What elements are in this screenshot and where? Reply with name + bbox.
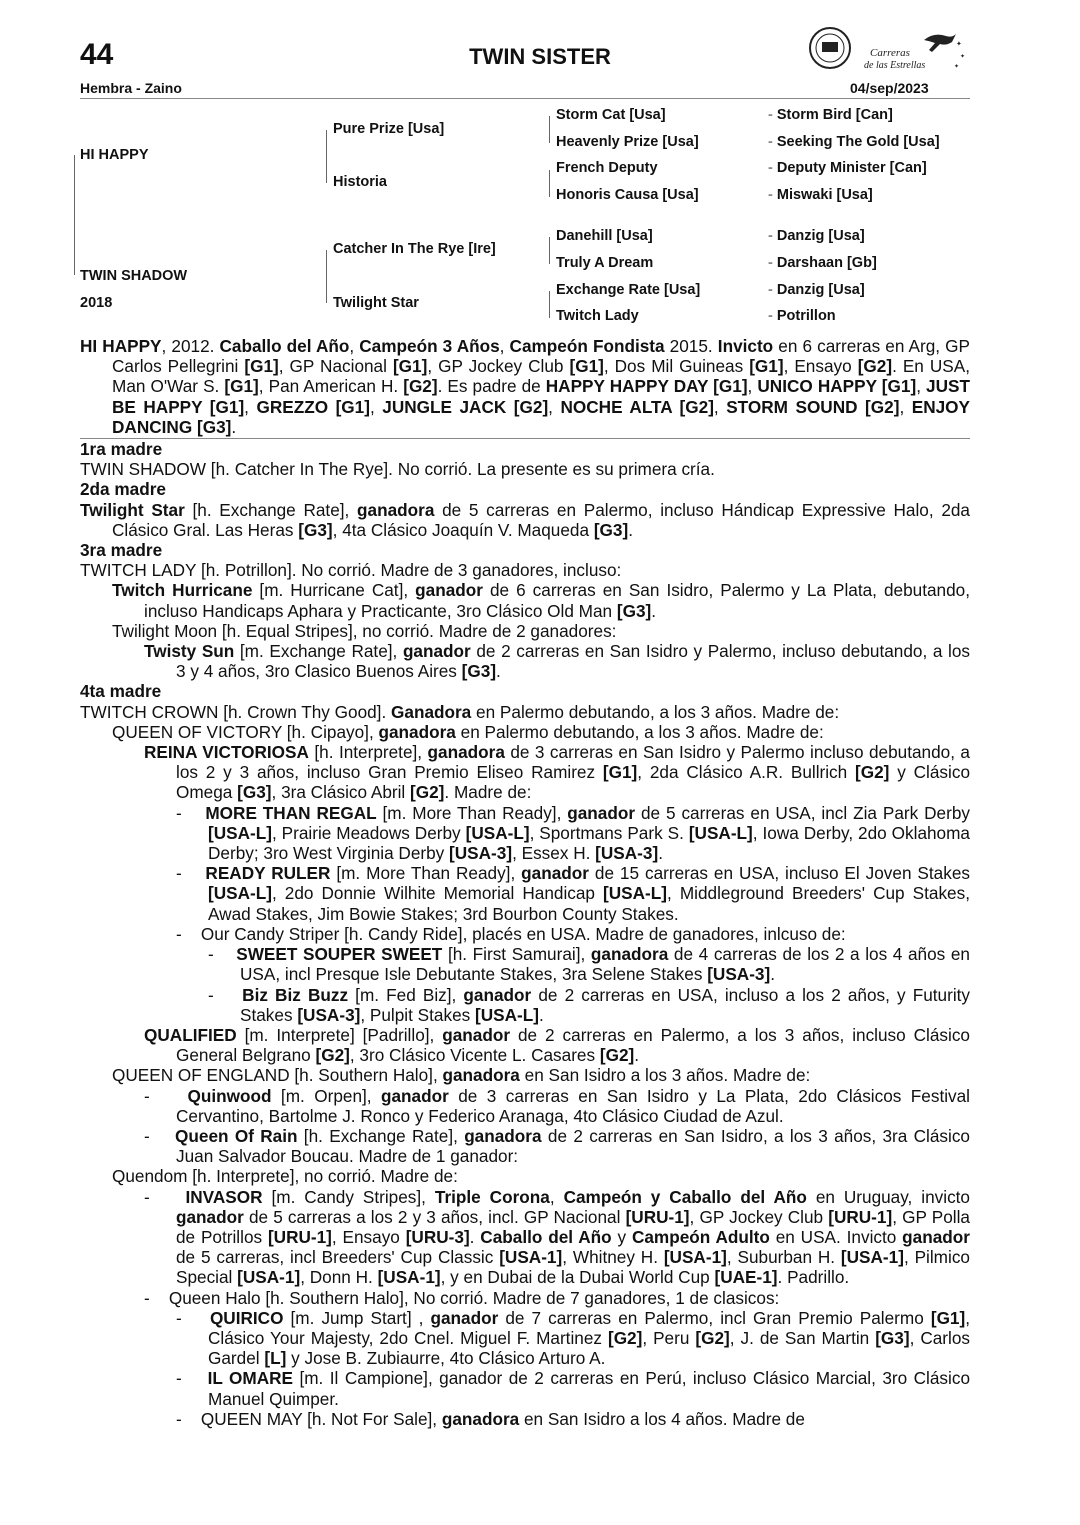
family-entry: REINA VICTORIOSA [h. Interprete], ganadora de 3 carreras en San Isidro y Palermo incluso debutando, a los 2 y 3 años, incluso Gran Premio Eliseo Ramirez [G1], 2da Clásico A.R. Bullrich [G2] y Clásico Omega [G3], 3ra Clásico Abril [G2]. Madre de: [144, 742, 970, 803]
pedigree-g4-1: Storm Bird [Can] [776, 107, 893, 123]
dam-name: TWIN SHADOW [80, 268, 188, 284]
family-entry: - Biz Biz Buzz [m. Fed Biz], ganador de 2 carreras en USA, incluso a los 2 años, y Futurity Stakes [USA-3], Pulpit Stakes [USA-L]. [208, 984, 971, 1025]
family-entry: TWITCH CROWN [h. Crown Thy Good]. Ganadora en Palermo debutando, a los 3 años. Madre de: [80, 701, 840, 722]
family-entry: TWIN SHADOW [h. Catcher In The Rye]. No corrió. La presente es su primera cría. [80, 459, 715, 480]
dam-heading: 2da madre [80, 479, 166, 500]
pedigree-g3-2: Heavenly Prize [Usa] [556, 134, 699, 150]
sale-date: 04/sep/2023 [850, 80, 929, 96]
pedigree-g3-7: Exchange Rate [Usa] [556, 282, 701, 298]
sire-description: HI HAPPY, 2012. Caballo del Año, Campeón 3 Años, Campeón Fondista 2015. Invicto en 6 carreras en Arg, GP Carlos Pellegrini [G1], GP Nacional [G1], GP Jockey Club [G1], Dos Mil Guineas [G1], Ensayo [G2]. En USA, Man O'War S. [G1], Pan American H. [G2]. Es padre de HAPPY HAPPY DAY [G1], UNICO HAPPY [G1], JUST BE HAPPY [G1], GREZZO [G1], JUNGLE JACK [G2], NOCHE ALTA [G2], STORM SOUND [G2], ENJOY DANCING [G3]. [80, 336, 971, 437]
family-entry: - SWEET SOUPER SWEET [h. First Samurai], ganadora de 4 carreras de los 2 a los 4 años en USA, incl Presque Isle Debutante Stakes, 3ra Selene Stakes [USA-3]. [208, 944, 970, 985]
pedigree-g3-3: French Deputy [556, 160, 658, 176]
catalog-body [80, 336, 970, 1429]
svg-text:✦: ✦ [954, 64, 960, 70]
svg-text:✦: ✦ [956, 41, 962, 48]
dam-year: 2018 [80, 295, 113, 311]
family-entry: TWITCH LADY [h. Potrillon]. No corrió. Madre de 3 ganadores, incluso: [80, 560, 622, 581]
family-entry: - READY RULER [m. More Than Ready], ganador de 15 carreras en USA, incluso El Joven Stakes [USA-L], 2do Donnie Wilhite Memorial Handicap [USA-L], Middleground Breeders' Cup Stakes, Awad Stakes, Jim Bowie Stakes; 3rd Bourbon County Stakes. [176, 863, 970, 924]
horse-name: TWIN SISTER [469, 44, 611, 69]
family-entry: - Quinwood [m. Orpen], ganador de 3 carreras en San Isidro y La Plata, 2do Clásicos Festival Cervantino, Bartolme J. Ronco y Federico Aranaga, 4to Clásico Ciudad de Azul. [144, 1085, 971, 1126]
dam-heading: 1ra madre [80, 439, 163, 460]
pedigree-g2-2: Historia [333, 174, 387, 190]
lot-number: 44 [80, 38, 114, 71]
carreras-de-las-estrellas-logo [808, 22, 968, 78]
pedigree-g4-3: Deputy Minister [Can] [776, 160, 927, 176]
pedigree-g2-1: Pure Prize [Usa] [333, 121, 445, 137]
sire-name: HI HAPPY [80, 147, 149, 163]
pedigree-g4-7: Danzig [Usa] [776, 282, 865, 298]
pedigree-g4-4: Miswaki [Usa] [776, 187, 873, 203]
family-entry: Twisty Sun [m. Exchange Rate], ganador de 2 carreras en San Isidro y Palermo, incluso debutando, a los 3 y 4 años, 3ro Clasico Buenos Aires [G3]. [144, 641, 970, 682]
dam-heading: 3ra madre [80, 540, 163, 561]
family-entry: - Queen Of Rain [h. Exchange Rate], ganadora de 2 carreras en San Isidro, a los 3 años, 3ra Clásico Juan Salvador Boucau. Madre de 1 ganador: [144, 1125, 970, 1167]
pedigree-g3-6: Truly A Dream [556, 255, 654, 271]
pedigree-g3-4: Honoris Causa [Usa] [556, 187, 699, 203]
svg-text:✦: ✦ [960, 54, 966, 60]
family-entry: - MORE THAN REGAL [m. More Than Ready], ganador de 5 carreras en USA, incl Zia Park Derby [USA-L], Prairie Meadows Derby [USA-L], Sportmans Park S. [USA-L], Iowa Derby, 2do Oklahoma Derby; 3ro West Virginia Derby [USA-3], Essex H. [USA-3]. [176, 802, 970, 864]
pedigree-g3-8: Twitch Lady [556, 308, 639, 324]
family-entry: QUEEN OF VICTORY [h. Cipayo], ganadora en Palermo debutando, a los 3 años. Madre de: [112, 721, 824, 742]
pedigree-g2-3: Catcher In The Rye [Ire] [333, 241, 496, 257]
family-entry: Twitch Hurricane [m. Hurricane Cat], ganador de 6 carreras en San Isidro, Palermo y La Plata, debutando, incluso Handicaps Aphara y Practicante, 3ro Clásico Old Man [G3]. [112, 580, 970, 621]
sex-color: Hembra - Zaino [80, 80, 182, 96]
family-entry: - QUIRICO [m. Jump Start] , ganador de 7 carreras en Palermo, incl Gran Premio Palermo [G1], Clásico Your Majesty, 2do Cnel. Miguel F. Martinez [G2], Peru [G2], J. de San Martin [G3], Carlos Gardel [L] y Jose B. Zubiaurre, 4to Clásico Arturo A. [176, 1307, 970, 1369]
family-entry: QUEEN OF ENGLAND [h. Southern Halo], ganadora en San Isidro a los 3 años. Madre de: [112, 1065, 811, 1086]
pedigree-g2-4: Twilight Star [333, 295, 419, 311]
pedigree-g3-5: Danehill [Usa] [556, 228, 653, 244]
svg-text:de las Estrellas: de las Estrellas [864, 60, 926, 71]
family-entry: - IL OMARE [m. Il Campione], ganador de 2 carreras en Perú, incluso Clásico Marcial, 3ro Clásico Manuel Quimper. [176, 1368, 970, 1409]
family-entry: - Queen Halo [h. Southern Halo], No corrió. Madre de 7 ganadores, 1 de clasicos: [144, 1287, 780, 1308]
pedigree-g4-5: Danzig [Usa] [776, 228, 865, 244]
svg-text:Carreras: Carreras [870, 47, 910, 59]
pedigree-g4-2: Seeking The Gold [Usa] [776, 134, 940, 150]
female-family [80, 439, 970, 1429]
family-entry: Twilight Moon [h. Equal Stripes], no corrió. Madre de 2 ganadores: [112, 620, 617, 641]
family-entry: - Our Candy Striper [h. Candy Ride], placés en USA. Madre de ganadores, inlcuso de: [176, 923, 846, 944]
pedigree-g3-1: Storm Cat [Usa] [556, 107, 666, 123]
dam-heading: 4ta madre [80, 681, 162, 702]
pedigree-g4-6: Darshaan [Gb] [776, 255, 877, 271]
family-entry: Twilight Star [h. Exchange Rate], ganadora de 5 carreras en Palermo, incluso Hándicap Expressive Halo, 2da Clásico Gral. Las Heras [G3], 4ta Clásico Joaquín V. Maqueda [G3]. [80, 499, 970, 540]
pedigree-g4-8: Potrillon [776, 308, 836, 324]
family-entry: - QUEEN MAY [h. Not For Sale], ganadora en San Isidro a los 4 años. Madre de [176, 1408, 805, 1429]
family-entry: Quendom [h. Interprete], no corrió. Madre de: [112, 1166, 458, 1187]
family-entry: - INVASOR [m. Candy Stripes], Triple Corona, Campeón y Caballo del Año en Uruguay, invicto ganador de 5 carreras a los 2 y 3 años, incl. GP Nacional [URU-1], GP Jockey Club [URU-1], GP Polla de Potrillos [URU-1], Ensayo [URU-3]. Caballo del Año y Campeón Adulto en USA. Invicto ganador de 5 carreras, incl Breeders' Cup Classic [USA-1], Whitney H. [USA-1], Suburban H. [USA-1], Pilmico Special [USA-1], Donn H. [USA-1], y en Dubai de la Dubai World Cup [UAE-1]. Padrillo. [144, 1186, 970, 1288]
family-entry: QUALIFIED [m. Interprete] [Padrillo], ganador de 2 carreras en Palermo, a los 3 años, incluso Clásico General Belgrano [G2], 3ro Clásico Vicente L. Casares [G2]. [144, 1024, 970, 1066]
